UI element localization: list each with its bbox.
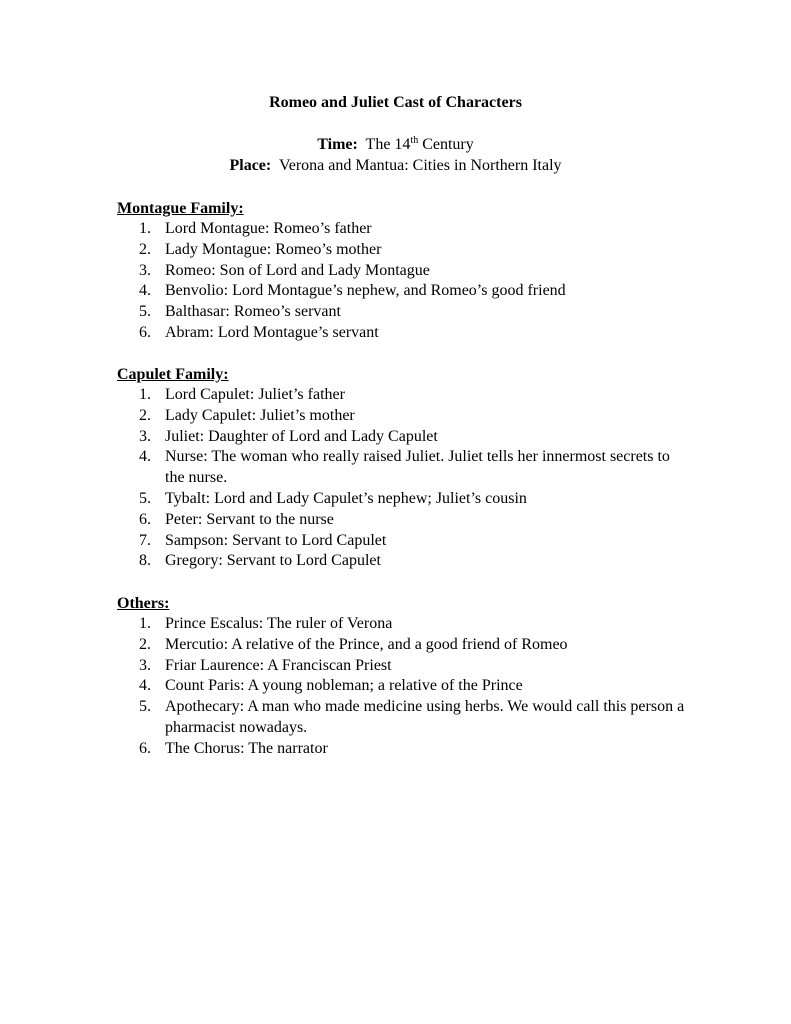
list-item-text: Lady Montague: Romeo’s mother (165, 240, 382, 258)
list-item-text: Count Paris: A young nobleman; a relative of the Prince (165, 677, 523, 695)
list-item-text: Peter: Servant to the nurse (165, 510, 334, 528)
list-item (117, 261, 687, 282)
list-item-number: 3. (139, 427, 151, 445)
list-item-number: 1. (139, 220, 151, 237)
list-item-number: 1. (139, 615, 151, 632)
list-item (117, 240, 687, 261)
list-item (117, 656, 687, 677)
list-item-number: 5. (139, 698, 151, 716)
montague-heading: Montague Family: (117, 200, 244, 217)
list-item-number: 2. (139, 635, 151, 653)
list-item-text: Friar Laurence: A Franciscan Priest (165, 656, 392, 674)
list-item (117, 385, 687, 406)
list-item (117, 739, 687, 760)
list-item-number: 6. (139, 323, 151, 341)
list-item-number: 2. (139, 406, 151, 424)
list-item-text: Mercutio: A relative of the Prince, and a good friend of Romeo (165, 635, 568, 653)
list-item-number: 1. (139, 386, 151, 403)
capulet-heading: Capulet Family: (117, 366, 229, 383)
place-line (0, 156, 791, 176)
capulet-list (117, 385, 687, 572)
list-item-text: Lord Capulet: Juliet’s father (165, 386, 345, 403)
list-item-number: 5. (139, 303, 151, 321)
list-item (117, 635, 687, 656)
list-item (117, 531, 687, 552)
others-heading: Others: (117, 595, 170, 612)
place-label: Place: (229, 157, 272, 174)
list-item (117, 697, 687, 739)
montague-list (117, 219, 687, 344)
list-item (117, 323, 687, 344)
list-item-number: 3. (139, 656, 151, 674)
list-item (117, 281, 687, 302)
others-list (117, 614, 687, 760)
others-section (117, 593, 687, 760)
list-item-text: Lady Capulet: Juliet’s mother (165, 406, 355, 424)
list-item-number: 7. (139, 531, 151, 549)
time-value-suffix: Century (418, 136, 474, 153)
list-item (117, 219, 687, 240)
list-item-text: Prince Escalus: The ruler of Verona (165, 615, 393, 632)
list-item-text: Sampson: Servant to Lord Capulet (165, 531, 387, 549)
list-item (117, 489, 687, 510)
place-value: Verona and Mantua: Cities in Northern Italy (278, 157, 562, 174)
list-item-text: Tybalt: Lord and Lady Capulet’s nephew; Juliet’s cousin (165, 489, 527, 507)
list-item (117, 614, 687, 635)
list-item (117, 302, 687, 323)
list-item-text: Benvolio: Lord Montague’s nephew, and Romeo’s good friend (165, 282, 566, 300)
list-item (117, 427, 687, 448)
list-item (117, 551, 687, 572)
time-superscript: th (410, 135, 419, 146)
list-item (117, 676, 687, 697)
list-item-text: Abram: Lord Montague’s servant (165, 323, 379, 341)
list-item-text: Gregory: Servant to Lord Capulet (165, 552, 381, 570)
list-item-number: 6. (139, 739, 151, 757)
list-item-text: Romeo: Son of Lord and Lady Montague (165, 261, 430, 279)
time-value-prefix: The 14 (365, 136, 411, 153)
list-item-number: 3. (139, 261, 151, 279)
time-label: Time: (317, 136, 358, 153)
list-item-text: Apothecary: A man who made medicine using herbs. We would call this person a pharmacist nowadays. (165, 698, 685, 736)
list-item-number: 4. (139, 677, 151, 695)
list-item-number: 5. (139, 489, 151, 507)
list-item-text: Lord Montague: Romeo’s father (165, 220, 372, 237)
list-item-text: Nurse: The woman who really raised Juliet. Juliet tells her innermost secrets to the nurse. (165, 448, 670, 487)
list-item-text: Juliet: Daughter of Lord and Lady Capulet (165, 427, 438, 445)
list-item (117, 406, 687, 427)
time-line (0, 135, 791, 155)
list-item (117, 510, 687, 531)
list-item-text: The Chorus: The narrator (165, 739, 328, 757)
capulet-section (117, 364, 687, 572)
list-item-number: 2. (139, 240, 151, 258)
list-item-number: 4. (139, 282, 151, 300)
document-title: Romeo and Juliet Cast of Characters (269, 94, 522, 111)
list-item-number: 6. (139, 510, 151, 528)
list-item-text: Balthasar: Romeo’s servant (165, 303, 341, 321)
list-item-number: 4. (139, 448, 151, 466)
list-item-number: 8. (139, 552, 151, 570)
montague-section (117, 198, 687, 344)
list-item (117, 447, 687, 489)
